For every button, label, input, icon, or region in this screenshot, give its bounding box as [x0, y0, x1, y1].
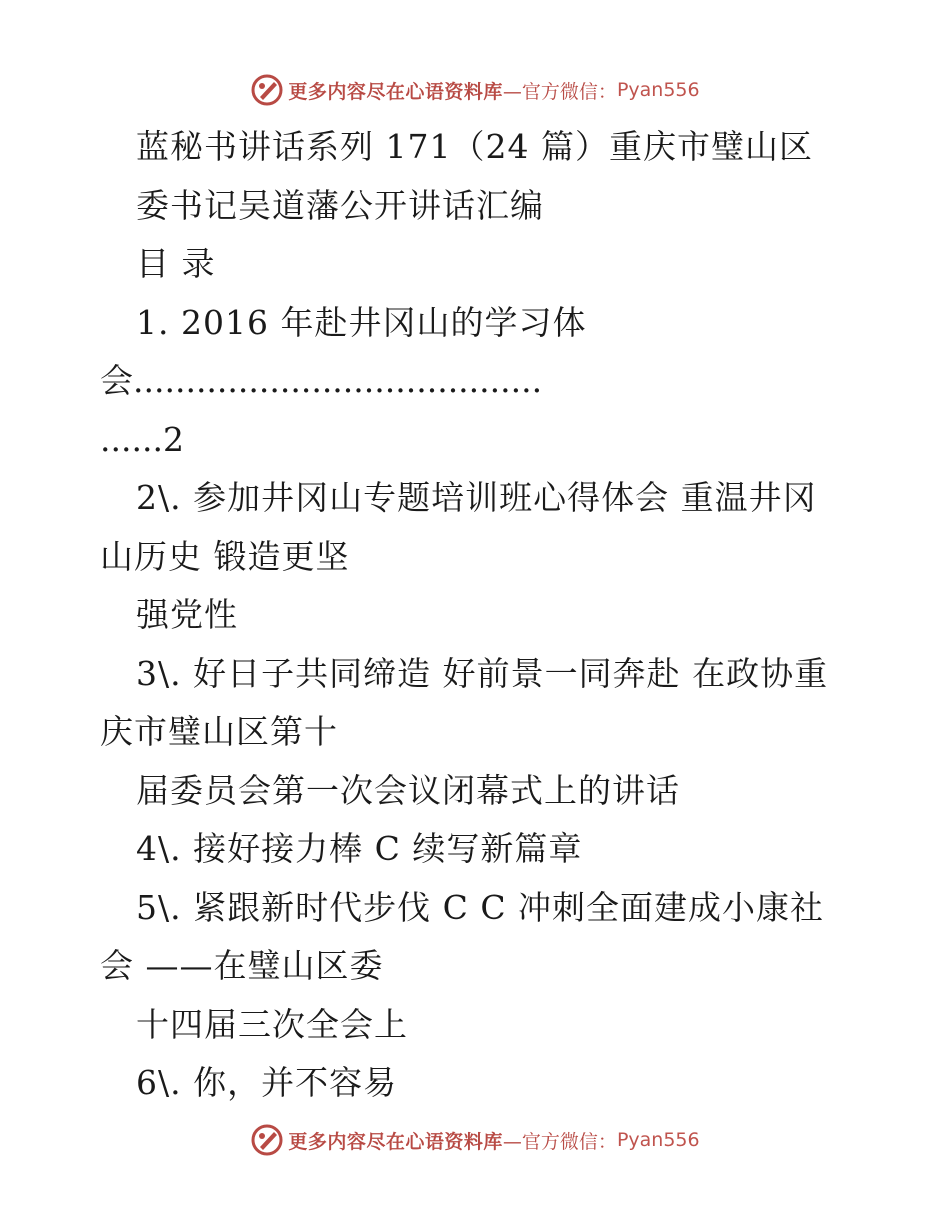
header-banner [0, 70, 950, 110]
toc-line: 届委员会第一次会议闭幕式上的讲话 [136, 770, 680, 810]
toc-line: 会 ——在璧山区委 [100, 946, 384, 985]
toc-line: 强党性 [136, 595, 238, 634]
document-title-line-2: 委书记吴道藩公开讲话汇编 [136, 185, 544, 225]
toc-line: 十四届三次全会上 [136, 1004, 408, 1044]
banner-main-text: 更多内容尽在心语资料库 [288, 80, 503, 103]
footer-banner [0, 1120, 950, 1160]
banner-sub-text: —官方微信： [502, 1130, 617, 1153]
toc-heading: 目 录 [136, 244, 216, 283]
document-title-line-1: 蓝秘书讲话系列 171（24 篇）重庆市璧山区 [136, 127, 813, 166]
toc-line: 5\. 紧跟新时代步伐 C C 冲刺全面建成小康社 [136, 887, 825, 927]
toc-list [0, 294, 950, 1113]
toc-line: 庆市璧山区第十 [100, 712, 338, 751]
banner-main-text: 更多内容尽在心语资料库 [288, 1130, 503, 1153]
logo-icon [250, 73, 284, 107]
banner-wechat-handle: Pyan556 [616, 1129, 700, 1151]
logo-icon [250, 1123, 284, 1157]
banner-wechat-handle: Pyan556 [616, 79, 700, 101]
toc-line: 4\. 接好接力棒 C 续写新篇章 [136, 829, 583, 868]
banner-sub-text: —官方微信： [502, 80, 617, 103]
document-body [0, 118, 950, 1113]
toc-line: 1. 2016 年赴井冈山的学习体 [136, 302, 587, 342]
toc-line: 2\. 参加井冈山专题培训班心得体会 重温井冈 [136, 478, 817, 517]
toc-line: 山历史 锻造更坚 [100, 536, 350, 576]
toc-line: 会....................................... [100, 361, 543, 400]
toc-line: 3\. 好日子共同缔造 好前景一同奔赴 在政协重 [136, 653, 829, 693]
toc-line: ......2 [100, 419, 184, 459]
toc-line: 6\. 你，并不容易 [136, 1063, 398, 1102]
